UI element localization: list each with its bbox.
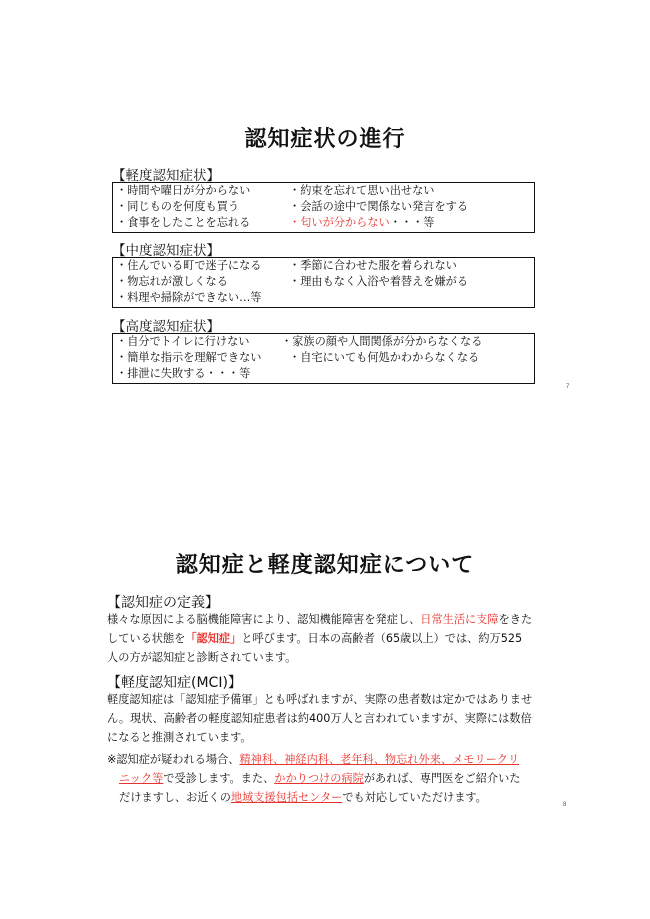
- mild-left-2: ・同じものを何度も買う: [116, 200, 240, 213]
- mci-line-2: ん。現状、高齢者の軽度認知症患者は約400万人と言われていますが、実際には数倍: [107, 712, 532, 725]
- note-line-3: [107, 788, 547, 807]
- mci-heading: 【軽度認知症(MCI)】: [107, 675, 242, 691]
- mild-left-3: ・食事をしたことを忘れる: [116, 216, 251, 229]
- note-paragraph: [107, 750, 547, 807]
- moderate-right-2: ・理由もなく入浴や着替えを嫌がる: [289, 275, 469, 288]
- page-number-8: 8: [563, 802, 567, 808]
- support-center-link[interactable]: 地域支援包括センター: [230, 791, 343, 804]
- note-line-2: [107, 769, 547, 788]
- mild-right-1: ・約束を忘れて思い出せない: [289, 184, 435, 197]
- mild-label: 【軽度認知症状】: [112, 168, 220, 184]
- mci-paragraph: [107, 690, 547, 747]
- slide-8-title: 認知症と軽度認知症について: [175, 553, 475, 578]
- severe-box: [112, 333, 535, 384]
- family-hospital-link[interactable]: かかりつけの病院: [274, 772, 364, 785]
- moderate-left-3: ・料理や掃除ができない…等: [116, 291, 262, 304]
- mild-right-3-tail: ・・・等: [389, 216, 435, 229]
- note-line-1: [107, 750, 547, 769]
- note-text: でも対応していただけます。: [342, 791, 487, 804]
- mci-line-3: になると推測されています。: [107, 731, 252, 744]
- departments-link-cont[interactable]: ニック等: [119, 772, 164, 785]
- definition-text: している状態を: [107, 632, 186, 645]
- definition-text: をきた: [498, 613, 533, 626]
- moderate-label: 【中度認知症状】: [112, 243, 220, 259]
- smell-symptom-red: ・匂いが分からない: [289, 216, 390, 229]
- departments-link[interactable]: 精神科、神経内科、老年科、物忘れ外来、メモリークリ: [239, 753, 520, 766]
- dementia-term-highlight: 「認知症」: [185, 632, 242, 645]
- severe-right-1: ・家族の顔や人間関係が分からなくなる: [281, 335, 483, 348]
- definition-paragraph: [107, 610, 547, 667]
- severe-left-1: ・自分でトイレに行けない: [116, 335, 250, 348]
- definition-line-3: 人の方が認知症と診断されています。: [107, 651, 297, 664]
- definition-text: 様々な原因による脳機能障害により、認知機能障害を発症し、: [107, 613, 421, 626]
- note-text: があれば、専門医をご紹介いた: [363, 772, 521, 785]
- mild-box: [112, 182, 535, 233]
- mci-line-1: 軽度認知症は「認知症予備軍」とも呼ばれますが、実際の患者数は定かではありませ: [107, 693, 533, 706]
- severe-right-2: ・自宅にいても何処かわからなくなる: [289, 351, 480, 364]
- definition-line-1: [107, 610, 547, 629]
- page-number-7: 7: [566, 384, 570, 390]
- moderate-left-1: ・住んでいる町で迷子になる: [116, 259, 262, 272]
- definition-line-2: [107, 629, 547, 648]
- definition-heading: 【認知症の定義】: [107, 595, 219, 611]
- severe-left-2: ・簡単な指示を理解できない: [116, 351, 262, 364]
- note-text: ※認知症が疑われる場合、: [107, 753, 240, 766]
- mild-right-3: [289, 215, 434, 231]
- mild-right-2: ・会話の途中で関係ない発言をする: [289, 200, 469, 213]
- slide-7-title: 認知症状の進行: [244, 127, 406, 152]
- note-text: だけますし、お近くの: [119, 791, 231, 804]
- severe-label: 【高度認知症状】: [112, 319, 220, 335]
- moderate-box: [112, 257, 535, 308]
- daily-life-highlight: 日常生活に支障: [420, 613, 499, 626]
- definition-text: と呼びます。日本の高齢者（65歳以上）では、約万525: [241, 632, 523, 645]
- moderate-left-2: ・物忘れが激しくなる: [116, 275, 228, 288]
- mild-left-1: ・時間や曜日が分からない: [116, 184, 251, 197]
- moderate-right-1: ・季節に合わせた服を着られない: [289, 259, 457, 272]
- severe-left-3: ・排泄に失敗する・・・等: [116, 367, 251, 380]
- slide-8: [0, 460, 650, 919]
- note-text: で受診します。また、: [163, 772, 275, 785]
